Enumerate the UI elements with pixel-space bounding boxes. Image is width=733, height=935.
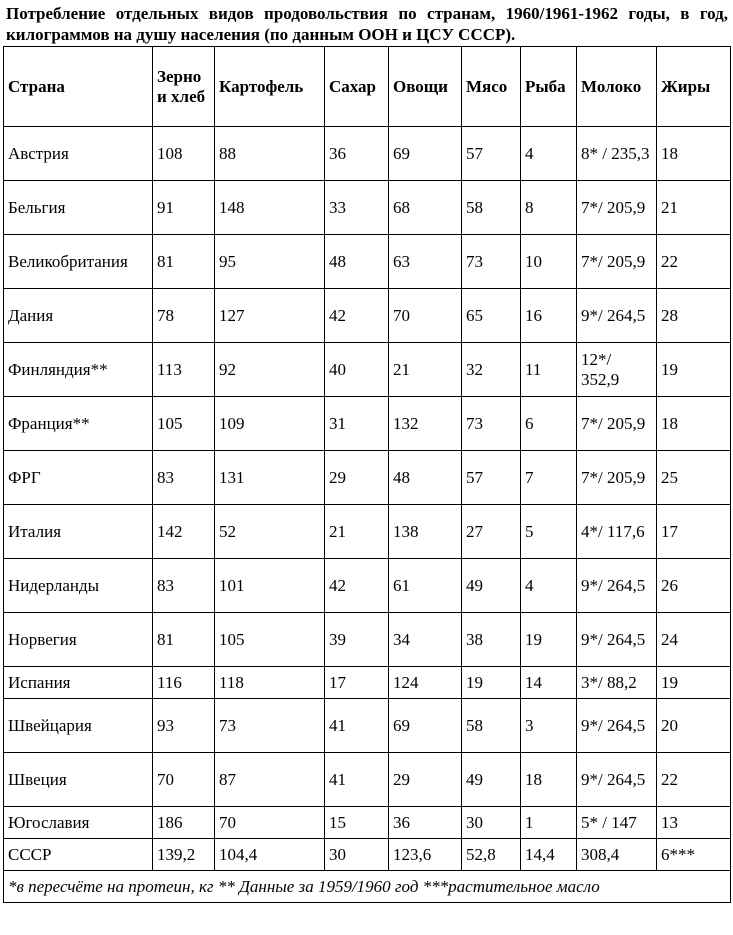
value-cell: 14 [521, 667, 577, 699]
value-cell: 19 [462, 667, 521, 699]
value-cell: 18 [657, 127, 731, 181]
value-cell: 127 [215, 289, 325, 343]
value-cell: 148 [215, 181, 325, 235]
value-cell: 4*/ 117,6 [577, 505, 657, 559]
value-cell: 1 [521, 807, 577, 839]
consumption-table [3, 46, 731, 903]
country-cell: Италия [4, 505, 153, 559]
column-header: Зерно и хлеб [153, 47, 215, 127]
value-cell: 39 [325, 613, 389, 667]
value-cell: 104,4 [215, 839, 325, 871]
table-row [4, 839, 731, 871]
value-cell: 81 [153, 235, 215, 289]
value-cell: 131 [215, 451, 325, 505]
table-row [4, 505, 731, 559]
value-cell: 48 [389, 451, 462, 505]
column-header: Молоко [577, 47, 657, 127]
column-header: Мясо [462, 47, 521, 127]
value-cell: 73 [462, 397, 521, 451]
table-body [4, 127, 731, 871]
value-cell: 9*/ 264,5 [577, 753, 657, 807]
value-cell: 3*/ 88,2 [577, 667, 657, 699]
value-cell: 12*/ 352,9 [577, 343, 657, 397]
table-row [4, 127, 731, 181]
value-cell: 81 [153, 613, 215, 667]
value-cell: 49 [462, 559, 521, 613]
country-cell: Великобритания [4, 235, 153, 289]
value-cell: 70 [389, 289, 462, 343]
value-cell: 18 [521, 753, 577, 807]
column-header: Жиры [657, 47, 731, 127]
value-cell: 22 [657, 235, 731, 289]
value-cell: 13 [657, 807, 731, 839]
table-row [4, 807, 731, 839]
table-row [4, 699, 731, 753]
value-cell: 20 [657, 699, 731, 753]
country-cell: Франция** [4, 397, 153, 451]
value-cell: 78 [153, 289, 215, 343]
value-cell: 69 [389, 127, 462, 181]
value-cell: 9*/ 264,5 [577, 699, 657, 753]
value-cell: 101 [215, 559, 325, 613]
value-cell: 22 [657, 753, 731, 807]
value-cell: 63 [389, 235, 462, 289]
value-cell: 142 [153, 505, 215, 559]
value-cell: 48 [325, 235, 389, 289]
value-cell: 38 [462, 613, 521, 667]
value-cell: 40 [325, 343, 389, 397]
value-cell: 8 [521, 181, 577, 235]
country-cell: Швейцария [4, 699, 153, 753]
value-cell: 83 [153, 451, 215, 505]
value-cell: 116 [153, 667, 215, 699]
value-cell: 3 [521, 699, 577, 753]
country-cell: Австрия [4, 127, 153, 181]
value-cell: 14,4 [521, 839, 577, 871]
value-cell: 108 [153, 127, 215, 181]
value-cell: 87 [215, 753, 325, 807]
value-cell: 5* / 147 [577, 807, 657, 839]
value-cell: 17 [657, 505, 731, 559]
value-cell: 7*/ 205,9 [577, 451, 657, 505]
value-cell: 70 [215, 807, 325, 839]
value-cell: 9*/ 264,5 [577, 613, 657, 667]
value-cell: 105 [215, 613, 325, 667]
value-cell: 7 [521, 451, 577, 505]
value-cell: 19 [657, 343, 731, 397]
value-cell: 16 [521, 289, 577, 343]
value-cell: 124 [389, 667, 462, 699]
value-cell: 118 [215, 667, 325, 699]
value-cell: 26 [657, 559, 731, 613]
value-cell: 21 [325, 505, 389, 559]
value-cell: 91 [153, 181, 215, 235]
column-header: Сахар [325, 47, 389, 127]
value-cell: 73 [215, 699, 325, 753]
value-cell: 65 [462, 289, 521, 343]
footnote-row [4, 871, 731, 903]
value-cell: 7*/ 205,9 [577, 397, 657, 451]
value-cell: 17 [325, 667, 389, 699]
value-cell: 21 [657, 181, 731, 235]
value-cell: 57 [462, 451, 521, 505]
column-header: Овощи [389, 47, 462, 127]
value-cell: 36 [389, 807, 462, 839]
page-title: Потребление отдельных видов продовольствия по странам, 1960/1961-1962 годы, в год, килограммов на душу населения (по данным ООН и ЦСУ СССР). [6, 4, 728, 44]
column-header: Картофель [215, 47, 325, 127]
value-cell: 7*/ 205,9 [577, 181, 657, 235]
table-row [4, 397, 731, 451]
value-cell: 138 [389, 505, 462, 559]
table-row [4, 235, 731, 289]
value-cell: 109 [215, 397, 325, 451]
value-cell: 19 [521, 613, 577, 667]
value-cell: 15 [325, 807, 389, 839]
value-cell: 308,4 [577, 839, 657, 871]
value-cell: 105 [153, 397, 215, 451]
value-cell: 21 [389, 343, 462, 397]
value-cell: 186 [153, 807, 215, 839]
country-cell: Югославия [4, 807, 153, 839]
column-header: Страна [4, 47, 153, 127]
table-row [4, 343, 731, 397]
country-cell: Финляндия** [4, 343, 153, 397]
value-cell: 10 [521, 235, 577, 289]
country-cell: Норвегия [4, 613, 153, 667]
table-row [4, 181, 731, 235]
value-cell: 95 [215, 235, 325, 289]
value-cell: 32 [462, 343, 521, 397]
value-cell: 28 [657, 289, 731, 343]
value-cell: 24 [657, 613, 731, 667]
value-cell: 113 [153, 343, 215, 397]
value-cell: 70 [153, 753, 215, 807]
value-cell: 58 [462, 181, 521, 235]
value-cell: 52,8 [462, 839, 521, 871]
country-cell: Дания [4, 289, 153, 343]
value-cell: 11 [521, 343, 577, 397]
header-row [4, 47, 731, 127]
column-header: Рыба [521, 47, 577, 127]
value-cell: 57 [462, 127, 521, 181]
value-cell: 93 [153, 699, 215, 753]
value-cell: 19 [657, 667, 731, 699]
value-cell: 83 [153, 559, 215, 613]
value-cell: 92 [215, 343, 325, 397]
table-row [4, 451, 731, 505]
value-cell: 18 [657, 397, 731, 451]
value-cell: 61 [389, 559, 462, 613]
value-cell: 41 [325, 699, 389, 753]
table-row [4, 753, 731, 807]
value-cell: 69 [389, 699, 462, 753]
footnote: *в пересчёте на протеин, кг ** Данные за 1959/1960 год ***растительное масло [4, 871, 731, 903]
value-cell: 68 [389, 181, 462, 235]
value-cell: 42 [325, 289, 389, 343]
value-cell: 36 [325, 127, 389, 181]
value-cell: 49 [462, 753, 521, 807]
value-cell: 8* / 235,3 [577, 127, 657, 181]
value-cell: 41 [325, 753, 389, 807]
country-cell: Швеция [4, 753, 153, 807]
value-cell: 34 [389, 613, 462, 667]
value-cell: 6*** [657, 839, 731, 871]
value-cell: 4 [521, 559, 577, 613]
table-row [4, 667, 731, 699]
value-cell: 27 [462, 505, 521, 559]
value-cell: 58 [462, 699, 521, 753]
value-cell: 52 [215, 505, 325, 559]
value-cell: 31 [325, 397, 389, 451]
value-cell: 4 [521, 127, 577, 181]
country-cell: СССР [4, 839, 153, 871]
value-cell: 73 [462, 235, 521, 289]
value-cell: 9*/ 264,5 [577, 289, 657, 343]
country-cell: Бельгия [4, 181, 153, 235]
value-cell: 132 [389, 397, 462, 451]
value-cell: 42 [325, 559, 389, 613]
value-cell: 25 [657, 451, 731, 505]
country-cell: Испания [4, 667, 153, 699]
value-cell: 5 [521, 505, 577, 559]
table-row [4, 289, 731, 343]
country-cell: Нидерланды [4, 559, 153, 613]
table-row [4, 613, 731, 667]
value-cell: 123,6 [389, 839, 462, 871]
value-cell: 9*/ 264,5 [577, 559, 657, 613]
value-cell: 29 [389, 753, 462, 807]
value-cell: 6 [521, 397, 577, 451]
value-cell: 30 [462, 807, 521, 839]
value-cell: 33 [325, 181, 389, 235]
country-cell: ФРГ [4, 451, 153, 505]
table-row [4, 559, 731, 613]
value-cell: 139,2 [153, 839, 215, 871]
value-cell: 29 [325, 451, 389, 505]
value-cell: 30 [325, 839, 389, 871]
value-cell: 88 [215, 127, 325, 181]
value-cell: 7*/ 205,9 [577, 235, 657, 289]
